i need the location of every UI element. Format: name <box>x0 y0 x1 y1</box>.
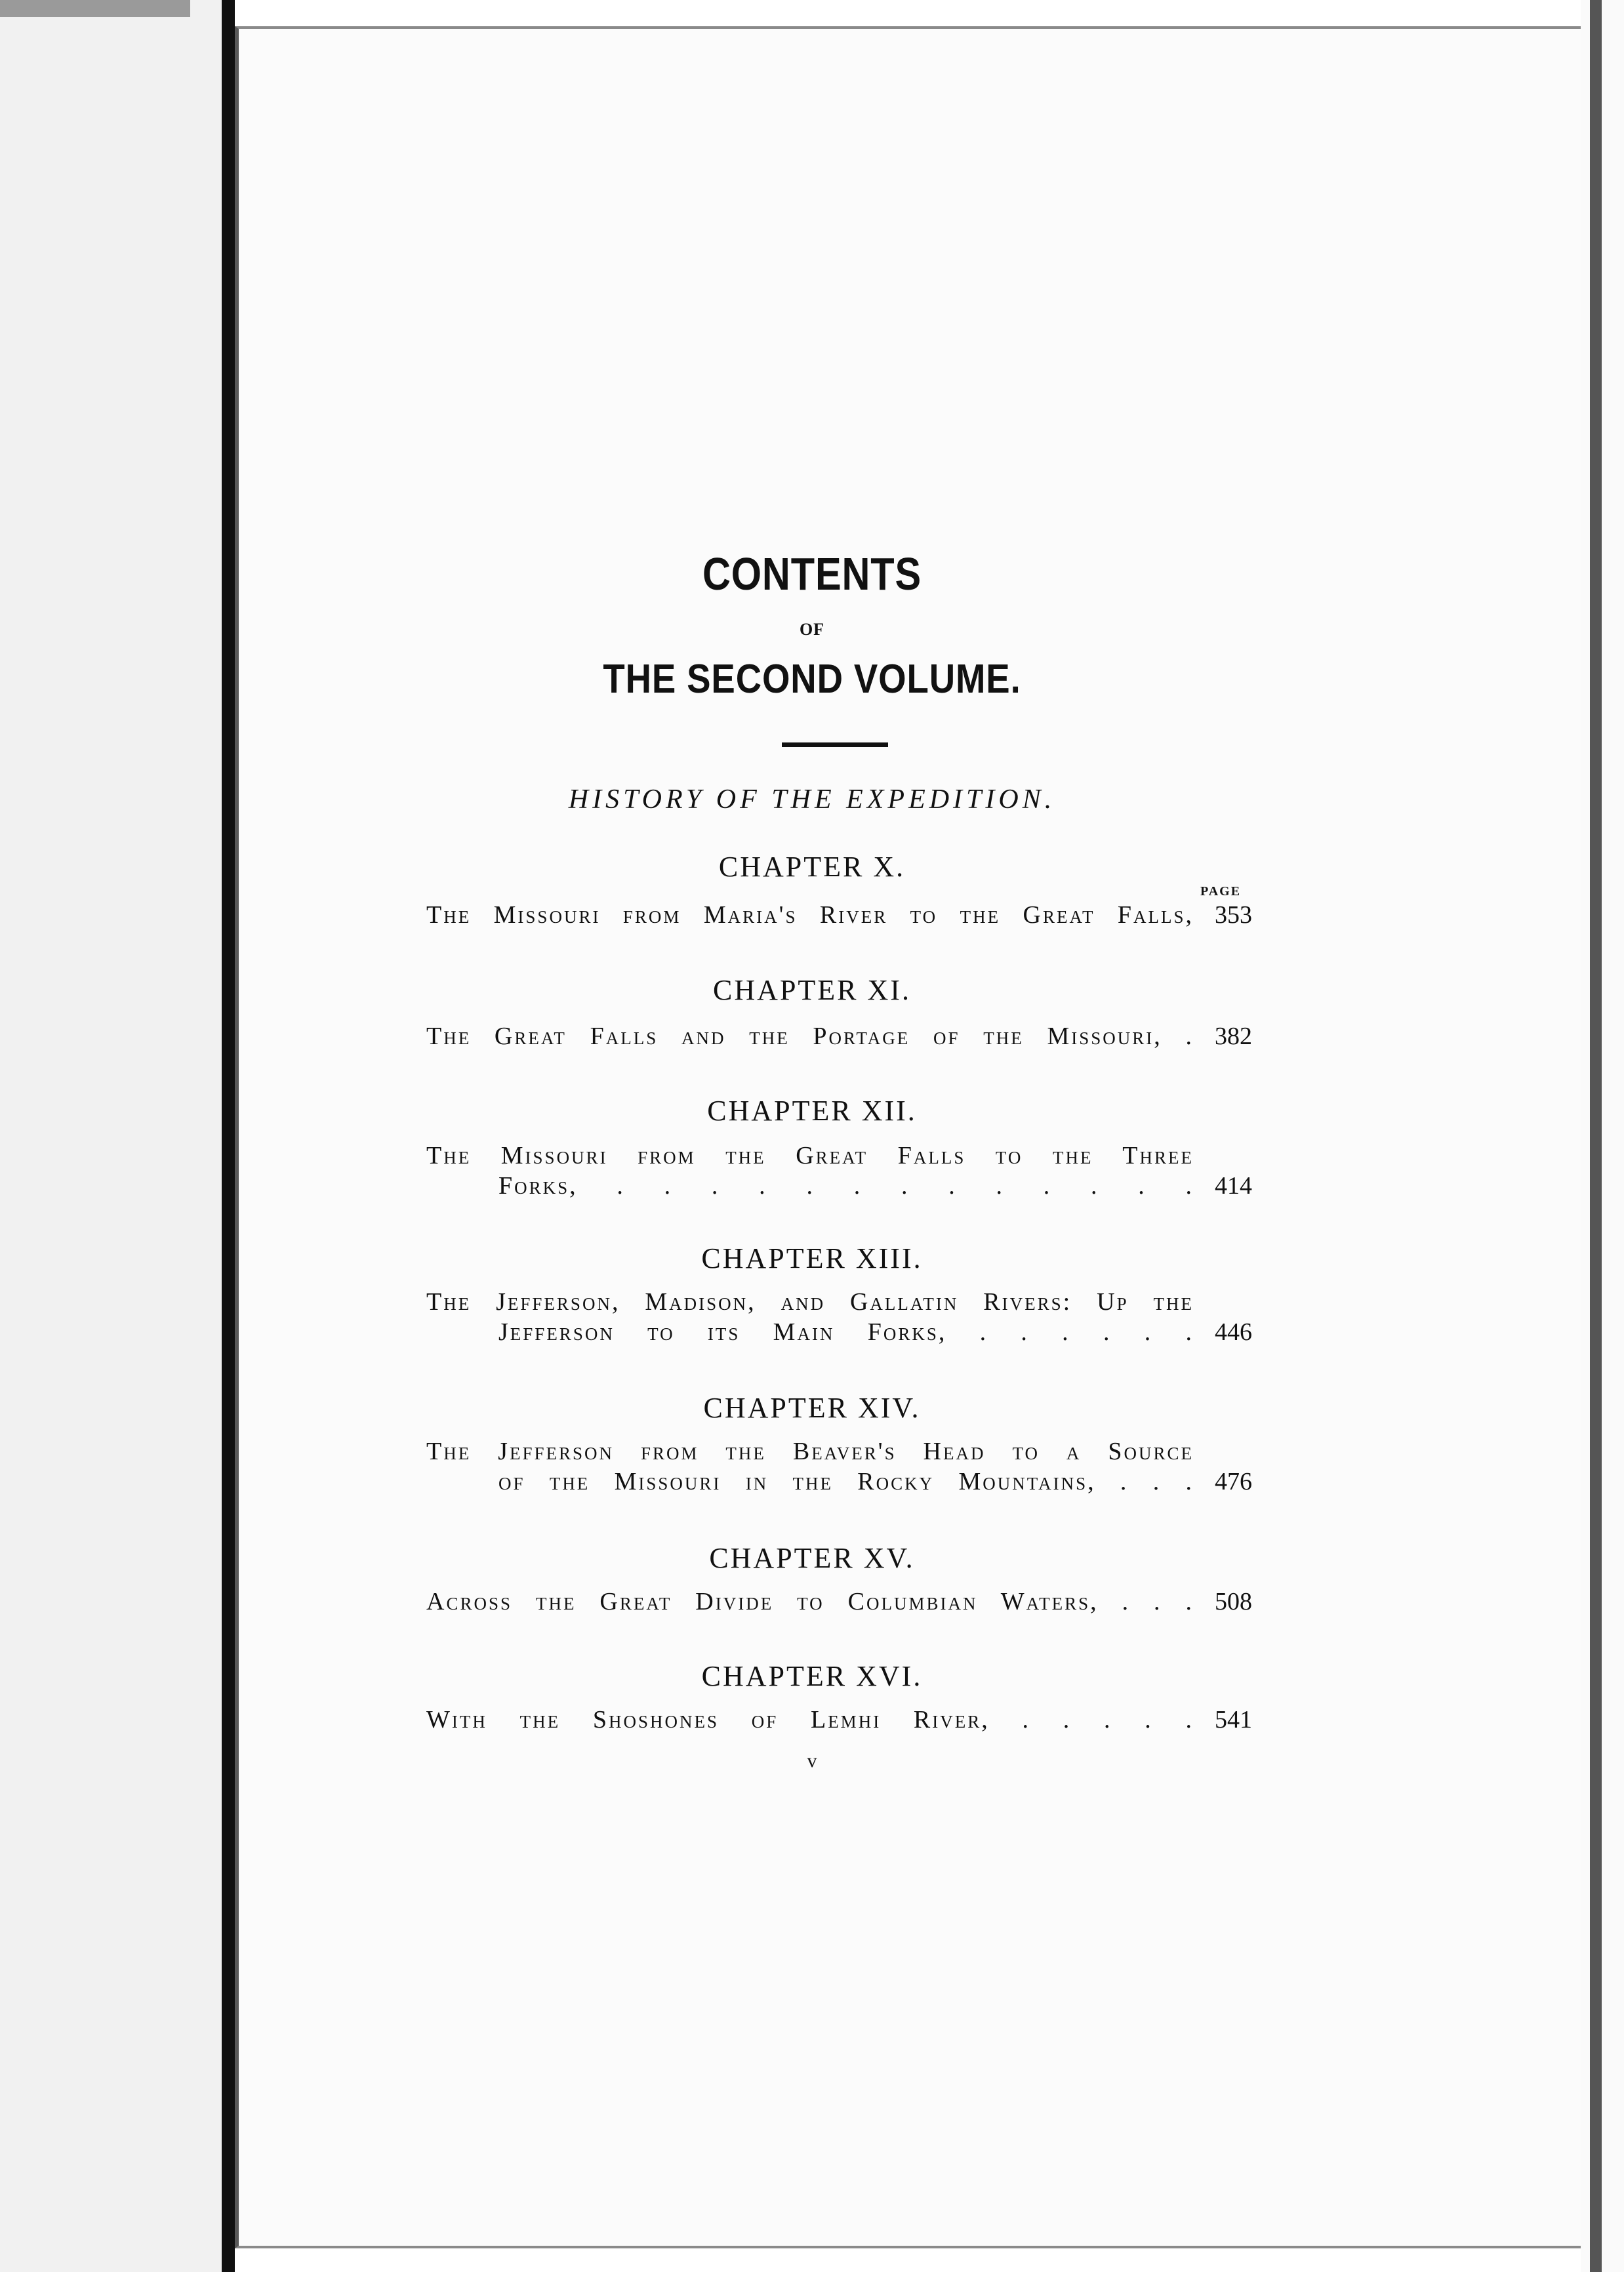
page-edge-shadow <box>1590 0 1602 2272</box>
chapter-heading: CHAPTER XII. <box>707 1095 917 1127</box>
chapter-page-number: 382 <box>1215 1023 1252 1050</box>
chapter-entry-continuation: Forks, . . . . . . . . . . . . . <box>498 1172 1194 1200</box>
chapter-entry-line: The Missouri from Maria's River to the Great Falls, <box>426 901 1194 929</box>
chapter-heading: CHAPTER X. <box>718 851 906 883</box>
chapter-entry-line: Across the Great Divide to Columbian Waters, . . . <box>426 1588 1194 1615</box>
chapter-entry-line: The Missouri from the Great Falls to the Three <box>426 1142 1194 1169</box>
chapter-heading: CHAPTER XI. <box>713 974 911 1006</box>
chapter-entry-continuation: of the Missouri in the Rocky Mountains, . . . <box>498 1468 1194 1495</box>
book-page <box>235 26 1586 2248</box>
volume-title: THE SECOND VOLUME. <box>603 657 1021 702</box>
page-folio: v <box>807 1750 817 1772</box>
scan-edge-mark <box>0 0 190 17</box>
scan-left-margin <box>0 0 233 2272</box>
contents-title: CONTENTS <box>702 548 922 599</box>
chapter-heading: CHAPTER XV. <box>709 1542 915 1574</box>
book-spine-shadow <box>222 0 235 2272</box>
chapter-entry-line: With the Shoshones of Lemhi River, . . . . . <box>426 1706 1194 1734</box>
page-column-label: PAGE <box>1200 884 1242 899</box>
chapter-page-number: 508 <box>1215 1588 1252 1615</box>
scan-right-margin <box>1581 0 1624 2272</box>
chapter-entry-line: The Jefferson from the Beaver's Head to a Source <box>426 1438 1194 1465</box>
chapter-page-number: 414 <box>1215 1172 1252 1200</box>
chapter-entry-line: The Jefferson, Madison, and Gallatin Rivers: Up the <box>426 1288 1194 1316</box>
chapter-page-number: 476 <box>1215 1468 1252 1495</box>
title-connector: OF <box>799 620 825 639</box>
chapter-page-number: 353 <box>1215 901 1252 929</box>
chapter-entry-continuation: Jefferson to its Main Forks, . . . . . . <box>498 1318 1194 1346</box>
chapter-heading: CHAPTER XIV. <box>703 1392 921 1424</box>
chapter-heading: CHAPTER XIII. <box>701 1242 923 1274</box>
chapter-entry-line: The Great Falls and the Portage of the Missouri, . <box>426 1023 1194 1050</box>
title-rule <box>782 742 888 747</box>
chapter-heading: CHAPTER XVI. <box>701 1660 923 1692</box>
section-title: HISTORY OF THE EXPEDITION. <box>568 784 1056 815</box>
chapter-page-number: 541 <box>1215 1706 1252 1734</box>
chapter-page-number: 446 <box>1215 1318 1252 1346</box>
